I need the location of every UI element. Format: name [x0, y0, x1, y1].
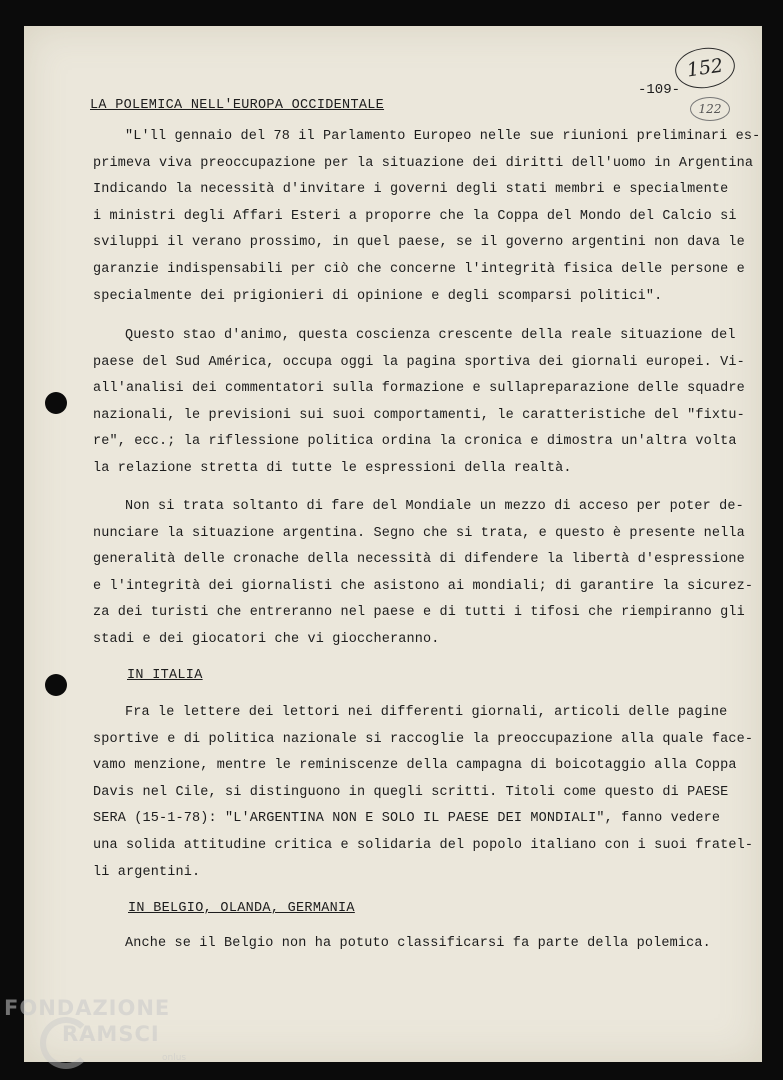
text-line: Fra le lettere dei lettori nei differenti giornali, articoli delle pagine [125, 705, 728, 720]
text-line: primeva viva preoccupazione per la situazione dei diritti dell'uomo in Argentina [93, 155, 754, 171]
text-line: una solida attitudine critica e solidaria del popolo italiano con i suoi fratel- [93, 837, 754, 853]
text-line: re", ecc.; la riflessione politica ordina la cronica e dimostra un'altra volta [93, 434, 737, 450]
paragraph-belgio [93, 931, 733, 958]
text-line: e l'integrità dei giornalisti che asistono ai mondiali; di garantire la sicurez- [93, 578, 754, 594]
text-line: specialmente dei prigionieri di opinione e degli scomparsi politici". [93, 288, 663, 304]
paragraph-stato-animo [93, 323, 745, 483]
watermark-line3: onlus [162, 1053, 187, 1063]
watermark-line2: RAMSCI [62, 1022, 160, 1046]
fondazione-watermark [4, 995, 187, 1063]
heading-belgio: IN BELGIO, OLANDA, GERMANIA [128, 901, 355, 916]
page-number: -109- [638, 82, 681, 98]
paragraph-mondiale [93, 494, 754, 654]
paragraph-italia [93, 700, 754, 886]
paragraph-parlamento [93, 124, 761, 310]
old-archive-number-stamp: 122 [690, 97, 730, 121]
document-page [24, 26, 762, 1062]
punch-hole [45, 392, 67, 414]
g-logo-icon [40, 1017, 92, 1069]
text-line: Anche se il Belgio non ha potuto classificarsi fa parte della polemica. [125, 936, 711, 951]
text-line: stadi e dei giocatori che vi gioccheranno. [93, 631, 440, 647]
text-line: i ministri degli Affari Esteri a proporre che la Coppa del Mondo del Calcio si [93, 208, 737, 224]
page-title: LA POLEMICA NELL'EUROPA OCCIDENTALE [90, 98, 385, 113]
text-line: Davis nel Cile, si distinguono in quegli scritti. Titoli come questo di PAESE [93, 784, 729, 800]
text-line: sviluppi il verano prossimo, in quel paese, se il governo argentini non dava le [93, 235, 745, 251]
text-line: nunciare la situazione argentina. Segno che si trata, e questo è presente nella [93, 525, 745, 541]
text-line: SERA (15-1-78): "L'ARGENTINA NON E SOLO IL PAESE DEI MONDIALI", fanno vedere [93, 811, 721, 827]
text-line: "L'll gennaio del 78 il Parlamento Europeo nelle sue riunioni preliminari es- [125, 129, 761, 144]
text-line: za dei turisti che entreranno nel paese e di tutti i tifosi che riempiranno gli [93, 605, 745, 621]
text-line: Non si trata soltanto di fare del Mondiale un mezzo di acceso per poter de- [125, 499, 744, 514]
archive-number-stamp: 152 [673, 44, 738, 92]
text-line: all'analisi dei commentatori sulla formazione e sullapreparazione delle squadre [93, 381, 745, 397]
text-line: nazionali, le previsioni sui suoi comportamenti, le caratteristiche del "fixtu- [93, 407, 745, 423]
punch-hole [45, 674, 67, 696]
heading-italia: IN ITALIA [127, 668, 203, 683]
text-line: paese del Sud América, occupa oggi la pagina sportiva dei giornali europei. Vi- [93, 354, 745, 370]
text-line: vamo menzione, mentre le reminiscenze della campagna di boicotaggio alla Coppa [93, 758, 737, 774]
text-line: sportive e di politica nazionale si raccoglie la preoccupazione alla quale face- [93, 731, 754, 747]
text-line: generalità delle cronache della necessità di difendere la libertà d'espressione [93, 552, 745, 568]
text-line: garanzie indispensabili per ciò che concerne l'integrità fisica delle persone e [93, 261, 745, 277]
text-line: Questo stao d'animo, questa coscienza crescente della reale situazione del [125, 328, 736, 343]
text-line: Indicando la necessità d'invitare i governi degli stati membri e specialmente [93, 182, 729, 198]
text-line: la relazione stretta di tutte le espressioni della realtà. [93, 460, 572, 476]
watermark-line1: FONDAZIONE [4, 996, 171, 1020]
text-line: li argentini. [93, 864, 201, 880]
